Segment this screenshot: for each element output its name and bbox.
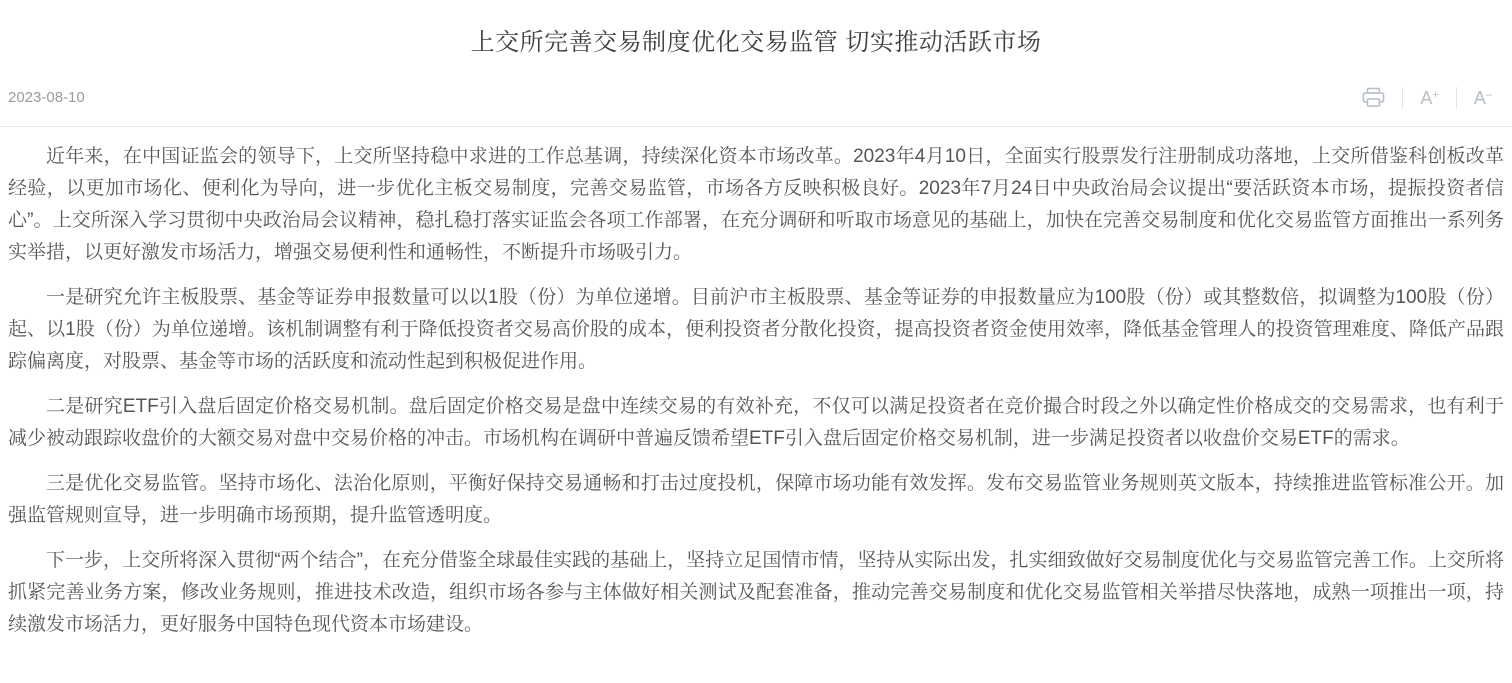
header-divider <box>0 126 1512 127</box>
printer-icon <box>1362 87 1385 108</box>
font-decrease-button[interactable] <box>1470 87 1496 109</box>
font-increase-button[interactable] <box>1416 87 1442 109</box>
toolbar-separator <box>1456 87 1457 109</box>
article-toolbar <box>1358 85 1504 110</box>
article-paragraph: 近年来，在中国证监会的领导下，上交所坚持稳中求进的工作总基调，持续深化资本市场改革。2023年4月10日，全面实行股票发行注册制成功落地，上交所借鉴科创板改革经验，以更加市场化、便利化为导向，进一步优化主板交易制度，完善交易监管，市场各方反映积极良好。2023年7月24日中央政治局会议提出“要活跃资本市场，提振投资者信心”。上交所深入学习贯彻中央政治局会议精神，稳扎稳打落实证监会各项工作部署，在充分调研和听取市场意见的基础上，加快在完善交易制度和优化交易监管方面推出一系列务实举措，以更好激发市场活力，增强交易便利性和通畅性，不断提升市场吸引力。 <box>8 146 1504 263</box>
font-decrease-label: A <box>1473 87 1486 108</box>
article-body <box>8 141 1504 641</box>
plus-icon: + <box>1432 88 1439 101</box>
page-title: 上交所完善交易制度优化交易监管 切实推动活跃市场 <box>470 29 1042 56</box>
minus-icon: – <box>1485 88 1492 101</box>
font-increase-label: A <box>1420 87 1433 108</box>
publish-date: 2023-08-10 <box>8 89 85 106</box>
meta-row <box>8 85 1504 110</box>
article-page <box>0 22 1512 683</box>
article-paragraph: 一是研究允许主板股票、基金等证券申报数量可以以1股（份）为单位递增。目前沪市主板股票、基金等证券的申报数量应为100股（份）或其整数倍，拟调整为100股（份）起、以1股（份）为单位递增。该机制调整有利于降低投资者交易高价股的成本，便利投资者分散化投资，提高投资者资金使用效率，降低基金管理人的投资管理难度、降低产品跟踪偏离度，对股票、基金等市场的活跃度和流动性起到积极促进作用。 <box>8 287 1504 372</box>
article-paragraph: 三是优化交易监管。坚持市场化、法治化原则，平衡好保持交易通畅和打击过度投机，保障市场功能有效发挥。发布交易监管业务规则英文版本，持续推进监管标准公开。加强监管规则宣导，进一步明确市场预期，提升监管透明度。 <box>8 473 1504 526</box>
print-button[interactable] <box>1358 85 1389 110</box>
toolbar-separator <box>1402 87 1403 109</box>
article-paragraph: 二是研究ETF引入盘后固定价格交易机制。盘后固定价格交易是盘中连续交易的有效补充，不仅可以满足投资者在竞价撮合时段之外以确定性价格成交的交易需求，也有利于减少被动跟踪收盘价的大额交易对盘中交易价格的冲击。市场机构在调研中普遍反馈希望ETF引入盘后固定价格交易机制，进一步满足投资者以收盘价交易ETF的需求。 <box>8 396 1504 449</box>
article-paragraph: 下一步，上交所将深入贯彻“两个结合”，在充分借鉴全球最佳实践的基础上，坚持立足国情市情，坚持从实际出发，扎实细致做好交易制度优化与交易监管完善工作。上交所将抓紧完善业务方案，修改业务规则，推进技术改造，组织市场各参与主体做好相关测试及配套准备，推动完善交易制度和优化交易监管相关举措尽快落地，成熟一项推出一项，持续激发市场活力，更好服务中国特色现代资本市场建设。 <box>8 550 1504 635</box>
